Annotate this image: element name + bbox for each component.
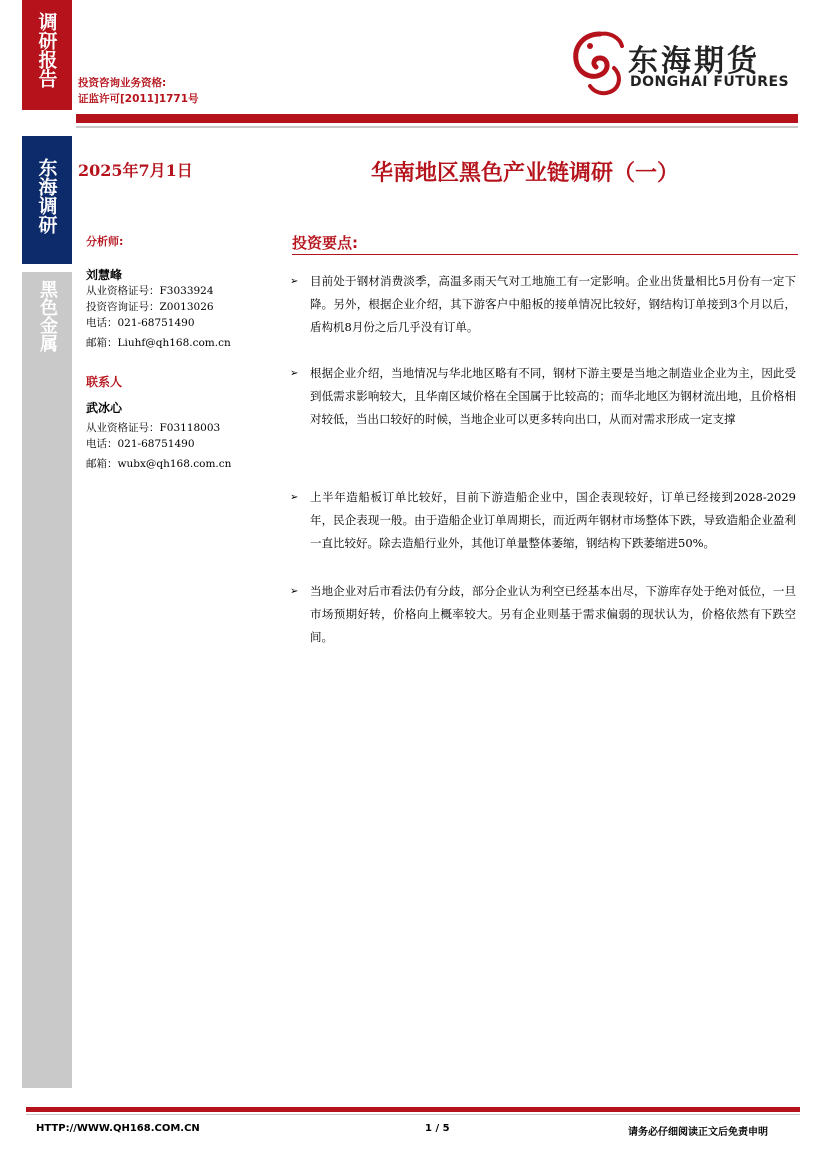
key-points-rule bbox=[292, 254, 798, 255]
analyst-email[interactable]: 邮箱：Liuhf@qh168.com.cn bbox=[86, 337, 231, 349]
logo-english-text: DONGHAI FUTURES bbox=[630, 74, 790, 90]
key-point-item bbox=[290, 362, 796, 431]
contact-block bbox=[86, 374, 276, 390]
report-type-label: 调研报告 bbox=[35, 12, 58, 88]
key-points-title: 投资要点: bbox=[292, 234, 358, 252]
footer-rule bbox=[26, 1107, 800, 1112]
arrow-bullet-icon: ➢ bbox=[290, 492, 299, 503]
footer-url[interactable]: HTTP://WWW.QH168.COM.CN bbox=[36, 1123, 200, 1134]
key-point-item bbox=[290, 270, 796, 339]
header-rule bbox=[76, 114, 798, 123]
sector-tab bbox=[22, 272, 72, 1088]
contact-phone: 电话：021-68751490 bbox=[86, 438, 195, 450]
arrow-bullet-icon: ➢ bbox=[290, 586, 299, 597]
footer-disclaimer: 请务必仔细阅读正文后免责申明 bbox=[628, 1127, 768, 1138]
header-subrule bbox=[76, 126, 798, 128]
page-number: 1 / 5 bbox=[425, 1123, 450, 1134]
analyst-block bbox=[86, 234, 276, 250]
license-line-1: 投资咨询业务资格: bbox=[78, 77, 167, 89]
analyst-label: 分析师: bbox=[86, 235, 124, 248]
analyst-consult-number: 投资咨询证号：Z0013026 bbox=[86, 301, 214, 313]
research-series-label: 东海调研 bbox=[35, 158, 58, 234]
arrow-bullet-icon: ➢ bbox=[290, 368, 299, 379]
analyst-qualification: 从业资格证号：F3033924 bbox=[86, 285, 214, 297]
license-line-2: 证监许可[2011]1771号 bbox=[78, 93, 199, 105]
analyst-name: 刘慧峰 bbox=[86, 268, 123, 282]
analyst-details bbox=[86, 267, 276, 351]
contact-details bbox=[86, 400, 276, 472]
page-title: 华南地区黑色产业链调研（一） bbox=[370, 161, 679, 186]
contact-name: 武冰心 bbox=[86, 401, 123, 415]
analyst-phone: 电话：021-68751490 bbox=[86, 317, 195, 329]
footer-subrule bbox=[26, 1114, 800, 1115]
key-point-item bbox=[290, 486, 796, 555]
dragon-logo-icon bbox=[570, 28, 630, 98]
arrow-bullet-icon: ➢ bbox=[290, 276, 299, 287]
contact-label: 联系人 bbox=[86, 375, 123, 389]
key-point-text: 上半年造船板订单比较好，目前下游造船企业中，国企表现较好，订单已经接到2028-2029年，民企表现一般。由于造船企业订单周期长，而近两年钢材市场整体下跌，导致造船企业盈利一直比较好。除去造船行业外，其他订单量整体萎缩，钢结构下跌萎缩进50%。 bbox=[310, 490, 796, 550]
report-date: 2025年7月1日 bbox=[78, 161, 193, 180]
company-logo bbox=[570, 28, 796, 98]
contact-qualification: 从业资格证号：F03118003 bbox=[86, 422, 221, 434]
sector-label: 黑色金属 bbox=[37, 280, 58, 352]
logo-chinese-text: 东海期货 bbox=[628, 44, 760, 79]
key-point-text: 根据企业介绍，当地情况与华北地区略有不同，钢材下游主要是当地之制造业企业为主，因此受到低需求影响较大，且华南区域价格在全国属于比较高的；而华北地区为钢材流出地，且价格相对较低，当出口较好的时候，当地企业可以更多转向出口，从而对需求形成一定支撑 bbox=[310, 366, 796, 426]
key-point-text: 目前处于钢材消费淡季，高温多雨天气对工地施工有一定影响。企业出货量相比5月份有一定下降。另外，根据企业介绍，其下游客户中船板的接单情况比较好，钢结构订单接到3个月以后，盾构机8月份之后几乎没有订单。 bbox=[310, 274, 796, 334]
key-point-item bbox=[290, 580, 796, 649]
report-type-tab bbox=[22, 0, 72, 110]
contact-email[interactable]: 邮箱：wubx@qh168.com.cn bbox=[86, 458, 232, 470]
key-point-text: 当地企业对后市看法仍有分歧，部分企业认为利空已经基本出尽，下游库存处于绝对低位，一旦市场预期好转，价格向上概率较大。另有企业则基于需求偏弱的现状认为，价格依然有下跌空间。 bbox=[310, 584, 796, 644]
research-series-tab bbox=[22, 136, 72, 264]
